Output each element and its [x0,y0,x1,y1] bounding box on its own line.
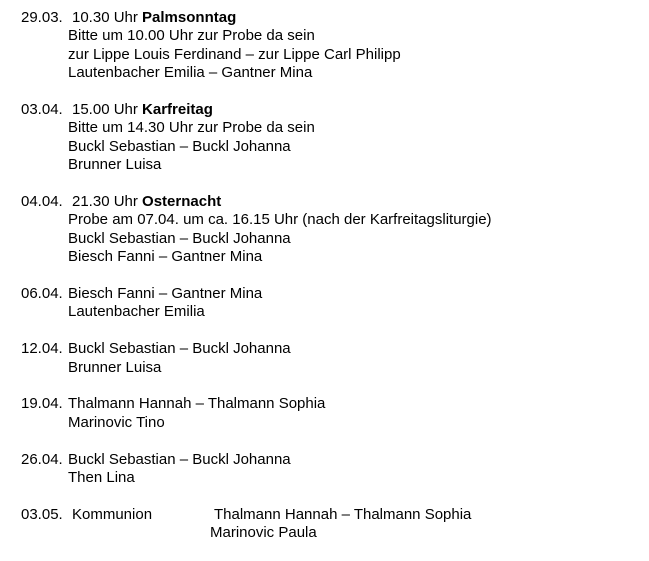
entry-time: 10.30 Uhr [72,9,138,26]
entry-line: Marinovic Paula [210,524,317,542]
entry-date: 03.04. [21,101,63,119]
entry-line: Buckl Sebastian – Buckl Johanna [68,229,291,247]
entry-title: Karfreitag [142,101,213,119]
entry-line: Lautenbacher Emilia [68,303,205,321]
schedule-entry-kommunion [21,506,649,543]
schedule-entry [21,451,649,488]
entry-line: Biesch Fanni – Gantner Mina [68,248,263,266]
entry-line: Bitte um 10.00 Uhr zur Probe da sein [68,27,315,45]
entry-line: Biesch Fanni – Gantner Mina [68,285,263,303]
entry-line: Bitte um 14.30 Uhr zur Probe da sein [68,119,315,137]
entry-time: 15.00 Uhr [72,101,138,119]
entry-title: Osternacht [142,193,222,211]
entry-line: Thalmann Hannah – Thalmann Sophia [68,395,326,413]
entry-line: Buckl Sebastian – Buckl Johanna [68,340,291,358]
schedule-entry [21,340,649,377]
entry-line: zur Lippe Louis Ferdinand – zur Lippe Carl Philipp [68,45,401,63]
entry-time: 21.30 Uhr [72,193,138,211]
entry-line: Marinovic Tino [68,413,165,431]
entry-date: 12.04. [21,340,63,358]
schedule-entry [21,395,649,432]
entry-date: 03.05. [21,505,63,523]
entry-line: Brunner Luisa [68,358,162,376]
schedule-entry-osternacht [21,193,649,267]
schedule-entry [21,285,649,322]
entry-line: Then Lina [68,469,135,487]
entry-line: Brunner Luisa [68,156,162,174]
entry-line: Buckl Sebastian – Buckl Johanna [68,137,291,155]
entry-line: Buckl Sebastian – Buckl Johanna [68,450,291,468]
entry-date: 26.04. [21,450,63,468]
entry-line: Probe am 07.04. um ca. 16.15 Uhr (nach der Karfreitagsliturgie) [68,211,492,229]
schedule-entry-palmsonntag [21,9,649,83]
entry-title: Palmsonntag [142,9,237,26]
entry-date: 04.04. [21,193,63,211]
entry-line: Thalmann Hannah – Thalmann Sophia [214,505,472,523]
altar-server-schedule [21,9,649,561]
entry-date: 06.04. [21,285,63,303]
entry-line: Lautenbacher Emilia – Gantner Mina [68,64,313,82]
entry-title: Kommunion [72,505,153,523]
schedule-entry-karfreitag [21,101,649,175]
entry-date: 19.04. [21,395,63,413]
entry-date: 29.03. [21,9,63,26]
